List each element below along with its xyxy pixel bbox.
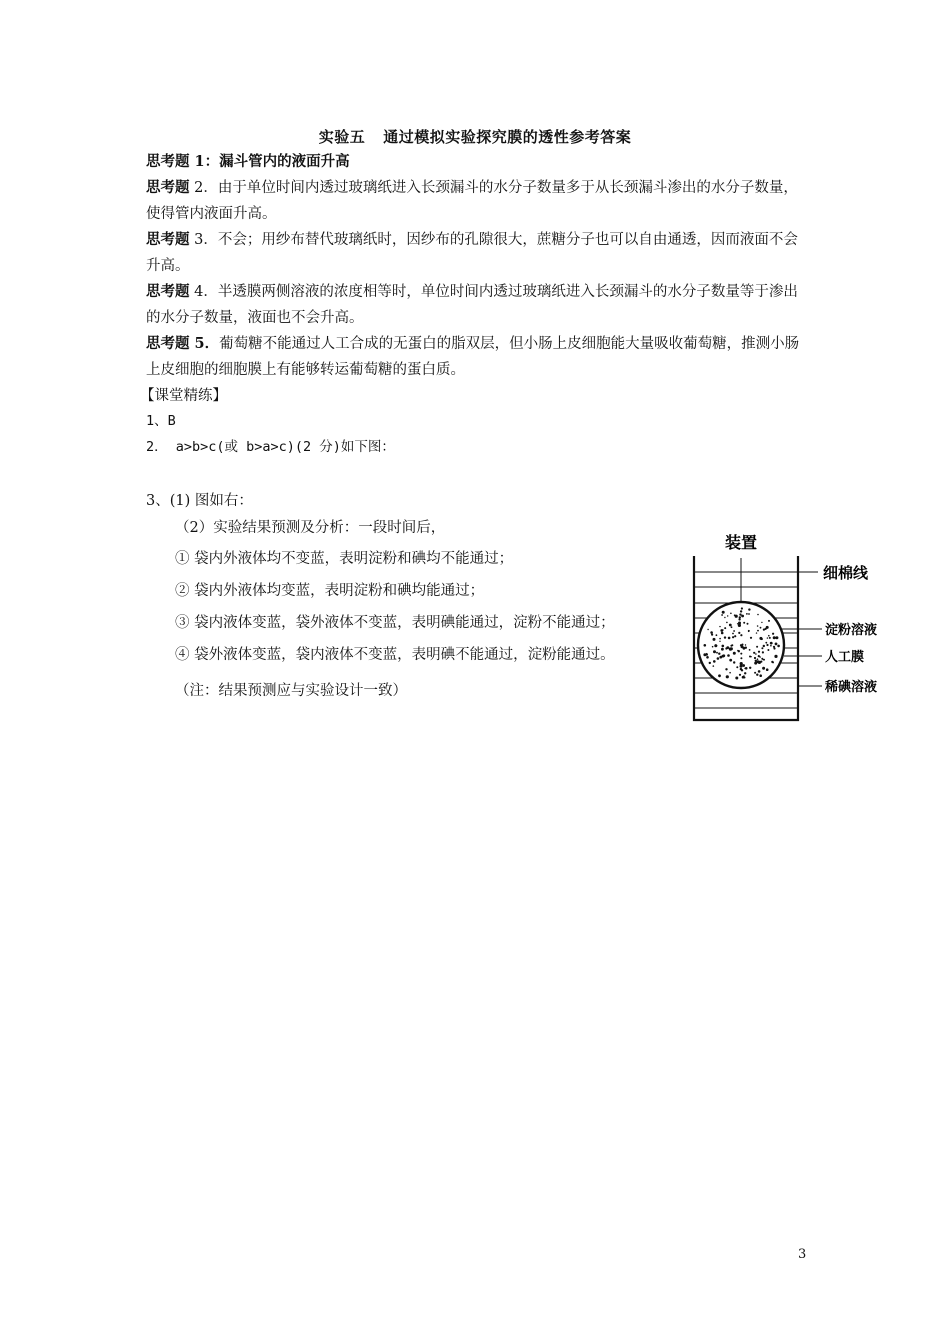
starch-dot — [766, 644, 768, 646]
result-item: ① 袋内外液体均不变蓝，表明淀粉和碘均不能通过； — [175, 551, 514, 567]
starch-dot — [735, 615, 738, 618]
starch-dot — [741, 615, 744, 618]
starch-dot — [713, 665, 715, 667]
starch-dot — [756, 632, 757, 633]
starch-dot — [724, 617, 725, 618]
starch-dot — [738, 632, 740, 634]
starch-dot — [731, 626, 733, 628]
apparatus-diagram — [690, 528, 900, 728]
starch-dot — [749, 649, 751, 651]
question-4 — [146, 279, 812, 331]
starch-dot — [747, 623, 749, 625]
starch-dot — [770, 645, 772, 647]
starch-dot — [737, 623, 738, 624]
starch-dot — [777, 645, 780, 648]
starch-dot — [717, 657, 720, 660]
starch-dot — [740, 610, 742, 612]
starch-dot — [743, 647, 746, 650]
starch-dot — [726, 675, 729, 678]
starch-dot — [775, 643, 778, 646]
starch-dot — [715, 644, 717, 646]
starch-dot — [706, 653, 708, 655]
starch-dot — [722, 629, 724, 631]
starch-dot — [767, 637, 768, 638]
starch-dot — [756, 646, 758, 648]
starch-dot — [768, 635, 770, 637]
starch-dot — [761, 622, 762, 623]
starch-dot — [742, 676, 745, 679]
starch-dot — [757, 658, 759, 660]
starch-dot — [739, 616, 741, 618]
question-4-text: 4．半透膜两侧溶液的浓度相等时，单位时间内透过玻璃纸进入长颈漏斗的水分子数量等于渗出的水分子数量，液面也不会升高。 — [146, 284, 798, 326]
starch-dot — [749, 656, 751, 658]
starch-dot — [729, 672, 731, 674]
starch-dot — [744, 668, 745, 669]
question-1-label: 思考题 1： — [146, 153, 220, 170]
starch-dot — [741, 607, 743, 609]
starch-dot — [732, 633, 734, 635]
starch-dot — [713, 638, 716, 641]
starch-dot — [768, 620, 770, 622]
starch-dot — [718, 653, 720, 655]
question-2-label: 思考题 — [146, 179, 190, 196]
page-title — [0, 126, 950, 147]
result-item: ③ 袋内液体变蓝，袋外液体不变蓝，表明碘能通过，淀粉不能通过； — [175, 615, 615, 631]
result-item: ② 袋内外液体均变蓝，表明淀粉和碘均能通过； — [175, 583, 485, 599]
starch-dot — [757, 625, 759, 627]
starch-dot — [721, 632, 724, 635]
starch-dot — [772, 633, 774, 635]
starch-dot — [766, 626, 769, 629]
starch-dot — [728, 637, 731, 640]
question-5-text: 葡萄糖不能通过人工合成的无蛋白的脂双层，但小肠上皮细胞能大量吸收葡萄糖，推测小肠上皮细胞的细胞膜上有能够转运葡萄糖的蛋白质。 — [146, 336, 800, 378]
starch-dot — [755, 653, 757, 655]
practice-heading: 【课堂精练】 — [140, 388, 227, 404]
starch-dot — [733, 652, 736, 655]
starch-dot — [739, 674, 741, 676]
starch-dot — [711, 634, 713, 636]
starch-dot — [772, 662, 774, 664]
starch-dot — [730, 647, 733, 650]
starch-dot — [740, 665, 743, 668]
starch-dot — [730, 645, 732, 647]
starch-dot — [771, 642, 773, 644]
starch-dot — [704, 644, 707, 647]
starch-dot — [760, 627, 762, 629]
starch-dot — [716, 652, 718, 654]
starch-dot — [712, 646, 714, 648]
question-2 — [146, 175, 812, 227]
starch-dot — [724, 627, 726, 629]
starch-dot — [761, 647, 763, 649]
starch-dot — [729, 659, 732, 662]
answer-1: 1、B — [146, 413, 176, 429]
starch-dot — [754, 672, 756, 674]
question-3 — [146, 227, 812, 279]
label-cotton-thread: 细棉线 — [823, 564, 869, 582]
starch-dot — [746, 613, 748, 615]
starch-dot — [735, 677, 738, 680]
question-3-text: 3．不会；用纱布替代玻璃纸时，因纱布的孔隙很大，蔗糖分子也可以自由通透，因而液面不会升高。 — [146, 232, 798, 274]
starch-dot — [721, 648, 724, 651]
page-number: 3 — [798, 1247, 807, 1262]
starch-dot — [765, 642, 767, 644]
question-1 — [146, 149, 812, 175]
starch-dot — [738, 622, 741, 625]
starch-dot — [716, 634, 718, 636]
starch-dot — [757, 614, 759, 616]
answer-2: 2． a>b>c(或 b>a>c)(2 分)如下图： — [146, 439, 395, 455]
question-3-label: 思考题 — [146, 231, 190, 248]
starch-dot — [750, 637, 752, 639]
starch-dot — [726, 622, 728, 624]
starch-dot — [710, 631, 713, 634]
result-note: （注：结果预测应与实验设计一致） — [175, 683, 407, 699]
starch-dot — [737, 650, 739, 652]
starch-dot — [725, 668, 727, 670]
starch-dot — [721, 614, 723, 616]
starch-dot — [745, 644, 746, 645]
starch-dot — [719, 638, 721, 640]
starch-dot — [729, 624, 732, 627]
answer-3: 3、(1) 图如右： — [146, 493, 253, 509]
starch-dot — [767, 649, 769, 651]
starch-dot — [719, 656, 722, 659]
starch-dot — [758, 651, 760, 653]
starch-dot — [742, 644, 744, 646]
starch-dot — [743, 622, 745, 624]
starch-dot — [755, 660, 757, 662]
starch-dot — [759, 637, 762, 640]
starch-dot — [740, 634, 742, 636]
starch-dot — [748, 608, 750, 610]
starch-dot — [725, 647, 727, 649]
starch-dot — [775, 637, 777, 639]
starch-dot — [759, 674, 762, 677]
starch-dot — [713, 650, 716, 653]
starch-dot — [707, 629, 708, 630]
result-item: ④ 袋外液体变蓝，袋内液体不变蓝，表明碘不能通过，淀粉能通过。 — [175, 647, 615, 663]
starch-dot — [730, 613, 732, 615]
label-artificial-membrane: 人工膜 — [825, 650, 865, 665]
starch-dot — [719, 641, 720, 642]
starch-dot — [732, 636, 734, 638]
apparatus-figure — [690, 528, 900, 728]
starch-dot — [774, 655, 777, 658]
starch-dot — [727, 654, 730, 657]
starch-dot — [740, 668, 742, 670]
starch-dot — [769, 637, 771, 639]
answer-3-part2: （2）实验结果预测及分析：一段时间后， — [175, 520, 446, 536]
title-part2: 通过模拟实验探究膜的透性参考答案 — [383, 128, 632, 146]
starch-dot — [754, 662, 757, 665]
starch-dot — [754, 657, 756, 659]
starch-dot — [743, 665, 745, 667]
starch-dot — [722, 645, 725, 648]
starch-dot — [758, 670, 761, 673]
starch-dot — [706, 656, 709, 659]
starch-dot — [749, 667, 751, 669]
starch-dot — [719, 626, 720, 627]
starch-dot — [757, 630, 759, 632]
starch-dot — [763, 659, 764, 660]
starch-dot — [740, 653, 742, 655]
starch-dot — [759, 656, 761, 658]
starch-dot — [748, 630, 750, 632]
figure-title: 装置 — [725, 533, 758, 552]
starch-dot — [762, 651, 764, 653]
starch-dot — [766, 668, 769, 671]
starch-dot — [762, 667, 765, 670]
starch-dot — [734, 635, 736, 637]
starch-dot — [756, 674, 758, 676]
label-iodine-solution: 稀碘溶液 — [825, 680, 878, 695]
starch-dot — [753, 652, 755, 654]
starch-dot — [718, 674, 721, 677]
question-5 — [146, 331, 812, 383]
label-starch-solution: 淀粉溶液 — [825, 623, 878, 638]
starch-dot — [773, 647, 775, 649]
starch-dot — [760, 661, 762, 663]
starch-dot — [713, 660, 716, 663]
starch-dot — [744, 672, 746, 674]
question-5-label: 思考题 5． — [146, 335, 220, 352]
starch-dot — [773, 636, 776, 639]
question-2-text: 2．由于单位时间内透过玻璃纸进入长颈漏斗的水分子数量多于从长颈漏斗渗出的水分子数量，使得管内液面升高。 — [146, 180, 798, 222]
starch-dot — [748, 613, 750, 615]
starch-dot — [740, 657, 742, 659]
starch-dot — [733, 630, 735, 632]
starch-dot — [724, 636, 726, 638]
starch-dot — [727, 615, 728, 616]
starch-dot — [736, 666, 738, 668]
starch-dot — [733, 661, 735, 663]
title-part1: 实验五 — [318, 128, 366, 146]
starch-dot — [763, 645, 765, 647]
starch-dot — [722, 611, 725, 614]
starch-dot — [709, 662, 711, 664]
question-1-text: 漏斗管内的液面升高 — [219, 153, 350, 170]
question-4-label: 思考题 — [146, 283, 190, 300]
